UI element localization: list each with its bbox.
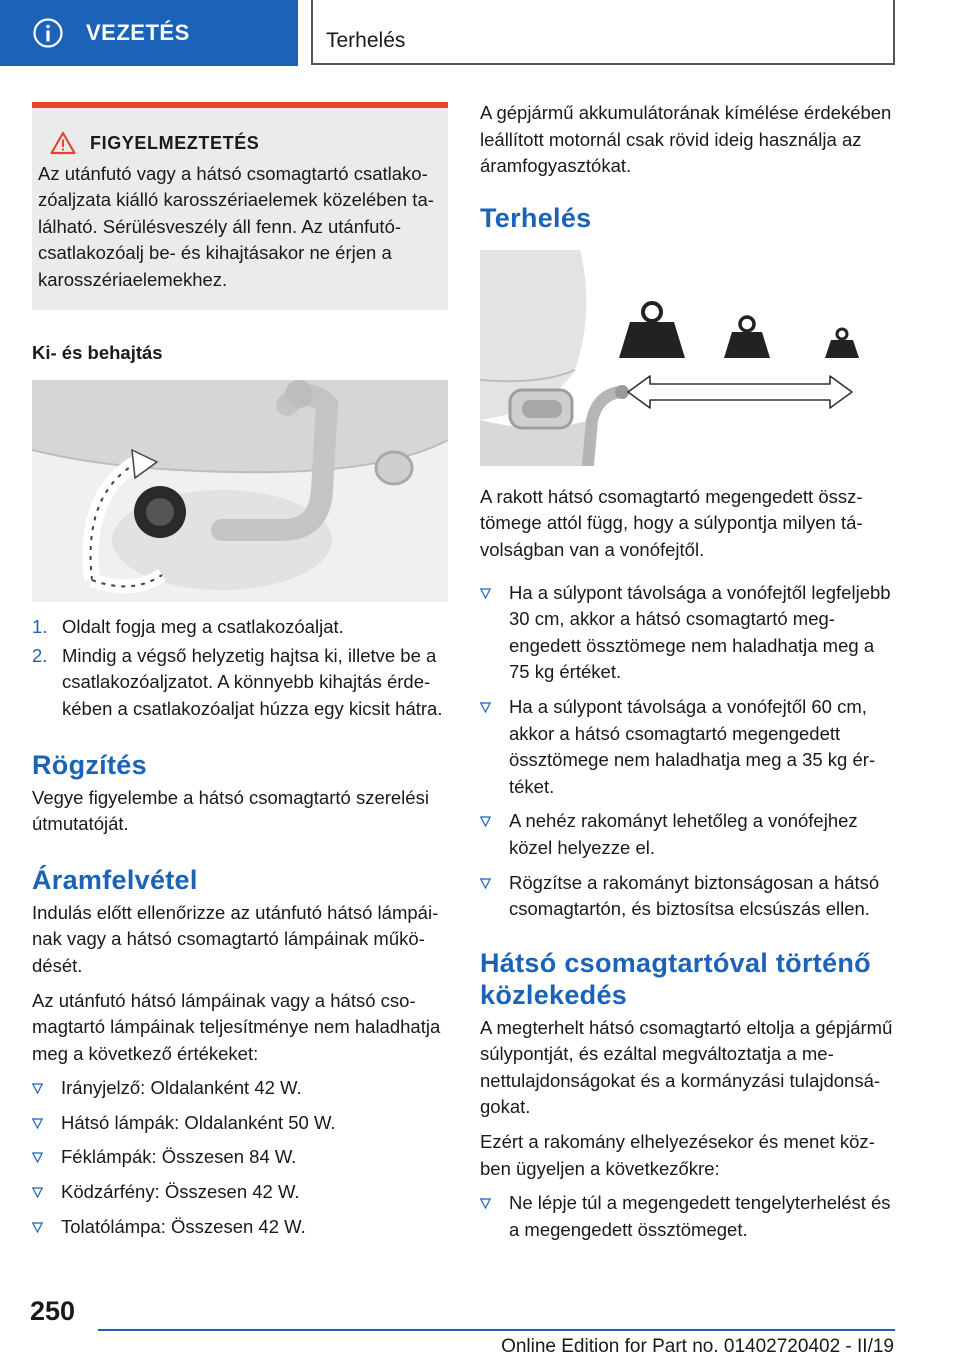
list-item-text: Hátsó lámpák: Oldalanként 50 W. <box>61 1111 336 1133</box>
bullet-triangle-icon <box>480 1198 491 1209</box>
step-number: 1. <box>32 616 48 638</box>
warning-title: FIGYELMEZTETÉS <box>90 133 260 153</box>
page-number: 250 <box>30 1296 76 1326</box>
left-column <box>32 102 448 1248</box>
bullet-triangle-icon <box>32 1083 43 1094</box>
header-section-label: VEZETÉS <box>86 20 190 45</box>
list-item-text: Tolatólámpa: Összesen 42 W. <box>61 1215 306 1237</box>
list-item <box>32 1214 448 1241</box>
section-title-load: Terhelés <box>480 202 592 233</box>
page-title: Terhelés <box>326 29 406 52</box>
right-column <box>480 100 895 1251</box>
list-item <box>32 643 448 723</box>
header-section-tab[interactable] <box>0 0 298 66</box>
list-item-text: Féklámpák: Összesen 84 W. <box>61 1146 297 1168</box>
bullet-triangle-icon <box>480 588 491 599</box>
header-divider <box>893 0 895 64</box>
section-title-driving: Hátsó csomagtartóval történő közlekedés <box>480 947 871 1010</box>
header-underline <box>311 63 895 65</box>
warning-box <box>32 102 448 310</box>
list-item-text: Ha a súlypont távolsága a vonófejtől 60 cm, akkor a hátsó csomagtartó megengedett össztömege nem haladhatja meg a 35 kg értéket. <box>509 695 876 797</box>
section-title-power: Áramfelvétel <box>32 864 198 895</box>
bullet-triangle-icon <box>32 1118 43 1129</box>
list-item-text: Ne lépje túl a megengedett tengelyterhelést és a megengedett össztömeget. <box>509 1192 891 1240</box>
step-text: Oldalt fogja meg a csatlakozóaljat. <box>62 616 344 638</box>
list-item <box>480 870 895 923</box>
power-limits-list <box>32 1075 448 1240</box>
subheading-fold: Ki- és behajtás <box>32 341 163 363</box>
warning-text: Az utánfutó vagy a hátsó csomagtartó csatlakozóaljzata kiálló karosszériaelemek közelében található. Sérülésveszély áll fenn. Az utánfutócsatlakozóalj be- és kihajtásakor ne érjen a karosszériaelemekhez. <box>38 162 434 290</box>
list-item <box>32 614 448 641</box>
section-title-fixing: Rögzítés <box>32 749 147 780</box>
bullet-triangle-icon <box>32 1222 43 1233</box>
step-text: Mindig a végső helyzetig hajtsa ki, illetve be a csatlakozóaljzatot. A könnyebb kihajtás érdekében a csatlakozóaljat húzza egy kicsit hátra. <box>62 644 443 719</box>
list-item <box>480 1190 895 1243</box>
bullet-triangle-icon <box>32 1152 43 1163</box>
list-item <box>480 694 895 800</box>
footer-edition: Online Edition for Part no. 01402720402 - II/19 <box>501 1336 894 1357</box>
bullet-triangle-icon <box>480 702 491 713</box>
footer-rule <box>98 1329 895 1331</box>
info-icon <box>32 17 64 49</box>
intro-paragraph: A gépjármű akkumulátorának kímélése érdekében leállított motornál csak rövid ideig használja az áramfogyasztókat. <box>480 102 892 177</box>
load-rules-list <box>480 580 895 923</box>
list-item-text: A nehéz rakományt lehetőleg a vonófejhez közel helyezze el. <box>509 810 858 858</box>
list-item <box>32 1179 448 1206</box>
list-item <box>480 808 895 861</box>
driving-paragraph: A megterhelt hátsó csomagtartó eltolja a gépjármű súlypontját, és ezáltal megváltoztatja a menettulajdonságokat és a kormányzási tulajdonságokat. <box>480 1016 893 1118</box>
list-item <box>32 1144 448 1171</box>
power-paragraph: Indulás előtt ellenőrizze az utánfutó hátsó lámpáinak vagy a hátsó csomagtartó lámpáinak működését. <box>32 901 439 976</box>
list-item <box>32 1110 448 1137</box>
list-item-text: Rögzítse a rakományt biztonságosan a hátsó csomagtartón, és biztosítsa elcsúszás ellen. <box>509 871 880 920</box>
driving-paragraph: Ezért a rakomány elhelyezésekor és menet közben ügyeljen a következőkre: <box>480 1131 875 1179</box>
list-item-text: Ködzárfény: Összesen 42 W. <box>61 1181 300 1203</box>
power-paragraph: Az utánfutó hátsó lámpáinak vagy a hátsó csomagtartó lámpáinak teljesítménye nem haladhatja meg a következő értékeket: <box>32 989 441 1064</box>
socket-fold-illustration <box>32 380 448 602</box>
bullet-triangle-icon <box>32 1187 43 1198</box>
header-divider <box>311 0 313 64</box>
fold-steps <box>32 614 448 722</box>
list-item-text: Irányjelző: Oldalanként 42 W. <box>61 1077 302 1099</box>
step-number: 2. <box>32 644 48 666</box>
list-item <box>32 1075 448 1102</box>
bullet-triangle-icon <box>480 878 491 889</box>
driving-rules-list <box>480 1190 895 1243</box>
list-item <box>480 580 895 686</box>
fixing-text: Vegye figyelembe a hátsó csomagtartó szerelési útmutatóját. <box>32 786 429 835</box>
load-distance-illustration <box>480 250 895 466</box>
list-item-text: Ha a súlypont távolsága a vonófejtől legfeljebb 30 cm, akkor a hátsó csomagtartó megengedett össztömege nem haladhatja meg a 75 kg értéket. <box>509 581 891 683</box>
warning-triangle-icon <box>50 131 76 155</box>
load-paragraph: A rakott hátsó csomagtartó megengedett össztömege attól függ, hogy a súlypontja milyen távolságban van a vonófejtől. <box>480 485 863 560</box>
bullet-triangle-icon <box>480 816 491 827</box>
